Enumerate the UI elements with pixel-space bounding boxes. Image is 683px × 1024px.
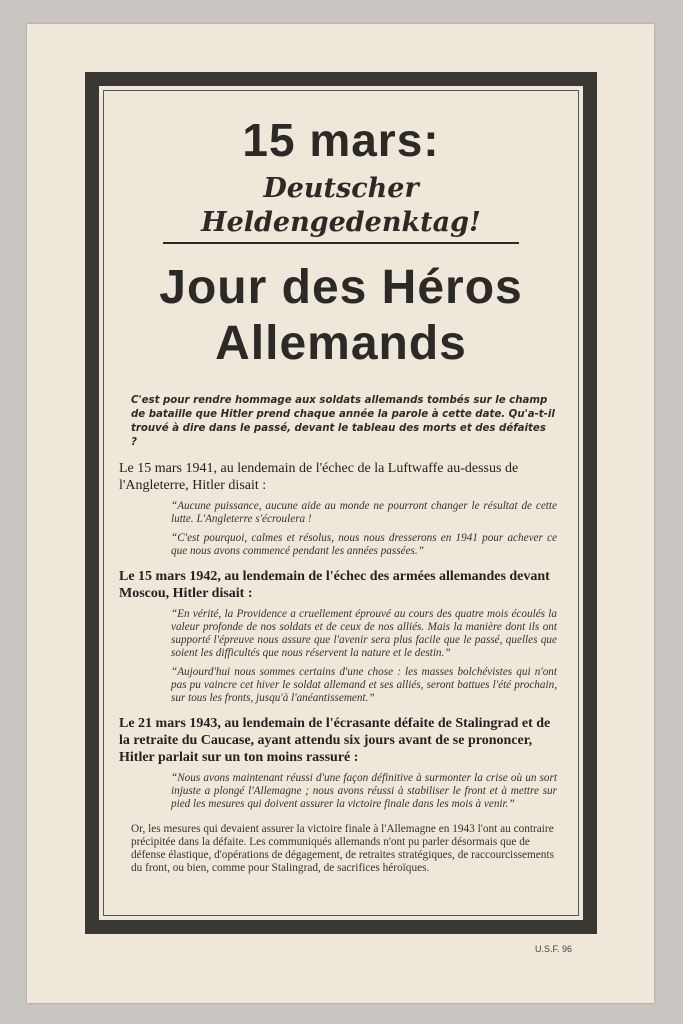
section-1941-heading: Le 15 mars 1941, au lendemain de l'échec de la Luftwaffe au-dessus de l'Angleterre, Hitler disait :: [119, 461, 519, 493]
section-1942: [119, 568, 563, 705]
section-1941-quote-2: “C'est pourquoi, calmes et résolus, nous nous dresserons en 1941 pour achever ce que nous avons commencé pendant les années passées.”: [171, 532, 557, 557]
section-1941-quote-1: “Aucune puissance, aucune aide au monde ne pourront changer le résultat de cette lutte. L'Angleterre s'écroulera !: [171, 500, 557, 525]
section-1943: [119, 715, 563, 811]
section-1942-quote-1: “En vérité, la Providence a cruellement éprouvé au cours des quatre mois écoulés la valeur profonde de nos soldats et de ceux de nos alliés. Mais la manière dont ils ont supporté l'épreuve nous assure que l'avenir sera plus facile que le passé, quelles que soient les difficultés que nous réservent la nature et le destin.”: [171, 608, 557, 659]
section-1942-heading: Le 15 mars 1942, au lendemain de l'échec des armées allemandes devant Moscou, Hitler disait :: [119, 569, 550, 601]
leaflet-border: [85, 72, 597, 934]
main-title-line-2: Allemands: [215, 317, 467, 370]
main-title-line-1: Jour des Héros: [159, 261, 523, 314]
german-title: Deutscher Heldengedenktag!: [163, 172, 519, 244]
leaflet-sheet: [27, 24, 654, 1003]
closing-paragraph: Or, les mesures qui devaient assurer la victoire finale à l'Allemagne en 1943 l'ont au contraire précipitée dans la défaite. Les communiqués allemands n'ont pu parler désormais que de défense élastique, d'opérations de dégagement, de retraites stratégiques, de raccourcissements du front, ou bien, comme pour Stalingrad, de sacrifices héroïques.: [131, 823, 554, 874]
section-1941: [119, 460, 563, 558]
intro-paragraph: C'est pour rendre hommage aux soldats allemands tombés sur le champ de bataille que Hitler prend chaque année la parole à cette date. Qu'a-t-il trouvé à dire dans le passé, devant le tableau des morts et des défaites ?: [131, 395, 555, 448]
date-title: 15 mars:: [242, 114, 440, 166]
main-title: [119, 260, 563, 372]
section-1943-heading: Le 21 mars 1943, au lendemain de l'écrasante défaite de Stalingrad et de la retraite du Caucase, ayant attendu six jours avant de se prononcer, Hitler parlait sur un ton moins rassuré :: [119, 716, 551, 765]
leaflet-code: U.S.F. 96: [535, 944, 573, 954]
section-1942-quote-2: “Aujourd'hui nous sommes certains d'une chose : les masses bolchévistes qui n'ont pas pu vaincre cet hiver le soldat allemand et ses alliés, seront battues l'été prochain, sur tous les fronts, jusqu'à l'anéantissement.”: [171, 666, 557, 704]
leaflet-content: [119, 116, 563, 875]
section-1943-quote-1: “Nous avons maintenant réussi d'une façon définitive à surmonter la crise où un sort injuste a plongé l'Allemagne ; nous avons réussi à stabiliser le front et à mettre sur pied les mesures qui doivent assurer la victoire finale dans les mois à venir.”: [171, 772, 557, 810]
